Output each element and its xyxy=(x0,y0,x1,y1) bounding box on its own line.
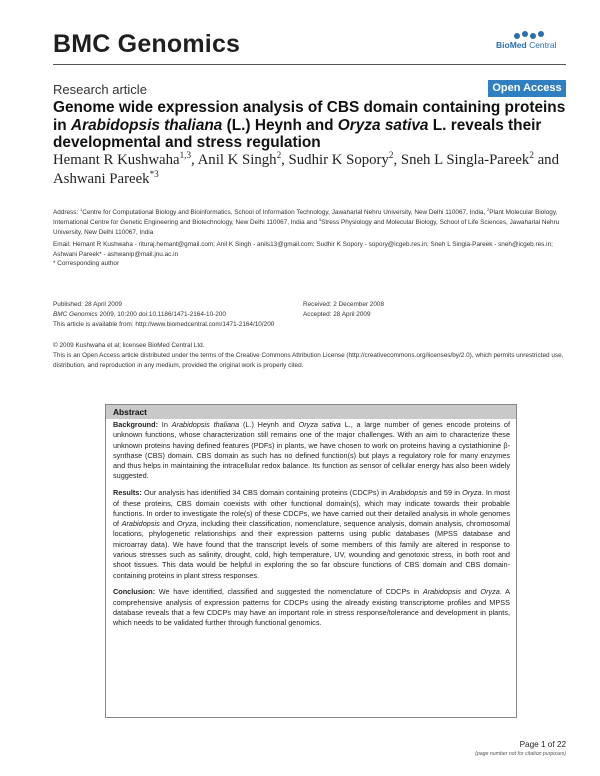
biomed-central-logo[interactable] xyxy=(496,31,564,53)
affiliation-address: Address: $^1$Centre for Computational Biology and Bioinformatics, School of Information Technology, Jawaharlal Nehru University, New Delhi 110067, India, $^2$Plant Molecular Biology, International Centre for Genetic Engineering and Biotechnology, New Delhi 110067, India and $^3$Stress Physiology and Molecular Biology, School of Life Sciences, Jawaharlal Nehru University, New Delhi 110067, India xyxy=(53,206,560,236)
citation: BMC Genomics 2009, 10:200 doi:10.1186/1471-2164-10-200 xyxy=(53,311,226,318)
abstract-results: Results: Our analysis has identified 34 CBS domain containing proteins (CDCPs) in Arabidopsis and 59 in Oryza. In most of these proteins, CBS domain coexists with other functional domain(s), which may indicate towards their probable functions. In order to investigate the role(s) of these CDCPs, we have carried out their detailed analysis in whole genomes of Arabidopsis and Oryza, including their classification, nomenclature, sequence analysis, domain analysis, chromosomal locations, phylogenetic relationships and their expression patterns using public databases (MPSS database and microarray data). We have found that the transcript levels of some members of this family are altered in response to various stresses such as salinity, drought, cold, high temperature, UV, wounding and genotoxic stress, in both root and shoot tissues. This data would be helpful in exploring the so far obscure functions of CBS domain and CBS domain-containing proteins in plant stress responses. xyxy=(113,488,511,580)
page-note: (page number not for citation purposes) xyxy=(475,751,566,757)
accepted-date: Accepted: 28 April 2009 xyxy=(303,311,371,318)
author: Hemant R Kushwaha$^{1,3}$, xyxy=(53,150,198,168)
open-access-badge: Open Access xyxy=(488,80,566,97)
publication-details xyxy=(53,300,568,330)
journal-title: BMC Genomics xyxy=(53,30,241,58)
logo-dots-icon xyxy=(514,31,544,40)
author-list xyxy=(53,151,568,188)
article-type: Research article xyxy=(53,82,147,97)
page-number: Page 1 of 22 xyxy=(519,740,566,749)
abstract-heading: Abstract xyxy=(106,405,516,419)
logo-text: BioMed Central xyxy=(496,40,557,50)
received-date: Received: 2 December 2008 xyxy=(303,301,384,308)
author-emails: Email: Hemant R Kushwaha - rituraj.hemant@gmail.com; Anil K Singh - anils13@gmail.com; Sudhir K Sopory - sopory@icgeb.res.in; Sneh L Singla-Pareek - sneh@icgeb.res.in; Ashwani Pareek* - ashwanip@mail.jnu.ac.in xyxy=(53,241,553,258)
author: Sudhir K Sopory$^2$, xyxy=(288,150,401,168)
license-text: This is an Open Access article distributed under the terms of the Creative Commons Attribution License (http://creativecommons.org/licenses/by/2.0), which permits unrestricted use, distribution, and reproduction in any medium, provided the original work is properly cited. xyxy=(53,351,564,369)
page-footer xyxy=(440,739,566,759)
header-rule xyxy=(53,64,566,65)
author: Sneh L Singla-Pareek$^2$ and xyxy=(400,150,559,168)
article-title: Genome wide expression analysis of CBS domain containing proteins in Arabidopsis thaliana (L.) Heynh and Oryza sativa L. reveals their developmental and stress regulation xyxy=(53,99,566,152)
corresponding-author-note: * Corresponding author xyxy=(53,260,120,267)
author: Ashwani Pareek$^{*3}$ xyxy=(53,168,159,187)
copyright-notice xyxy=(53,341,568,371)
published-date: Published: 28 April 2009 xyxy=(53,301,122,308)
abstract-conclusion: Conclusion: We have identified, classified and suggested the nomenclature of CDCPs in Arabidopsis and Oryza. A comprehensive analysis of expression patterns for CDCPs using the already existing transcriptome profiles and MPSS database reveals that a few CDCPs may have an important role in stress response/tolerance and development in plants, which needs to be validated further through functional genomics. xyxy=(113,587,510,628)
abstract-background: Background: In Arabidopsis thaliana (L.) Heynh and Oryza sativa L., a large number of genes encode proteins of unknown functions, whose characterization still remains one of the major challenges. With an aim to characterize these unknown proteins having defined features (PDFs) in plants, we have chosen to work on proteins having a cystathionine β-synthase (CBS) domain. CBS domain as such has no defined function(s) but plays a regulatory role for many enzymes and thus helps in maintaining the intracellular redox balance. Its function as sensor of cellular energy has also been widely suggested. xyxy=(113,420,510,481)
article-url[interactable]: This article is available from: http://www.biomedcentral.com/1471-2164/10/200 xyxy=(53,321,275,328)
copyright-line: © 2009 Kushwaha et al; licensee BioMed Central Ltd. xyxy=(53,342,205,349)
abstract-body xyxy=(113,420,510,635)
author: Anil K Singh$^2$, xyxy=(197,150,289,168)
abstract-box xyxy=(105,404,517,718)
